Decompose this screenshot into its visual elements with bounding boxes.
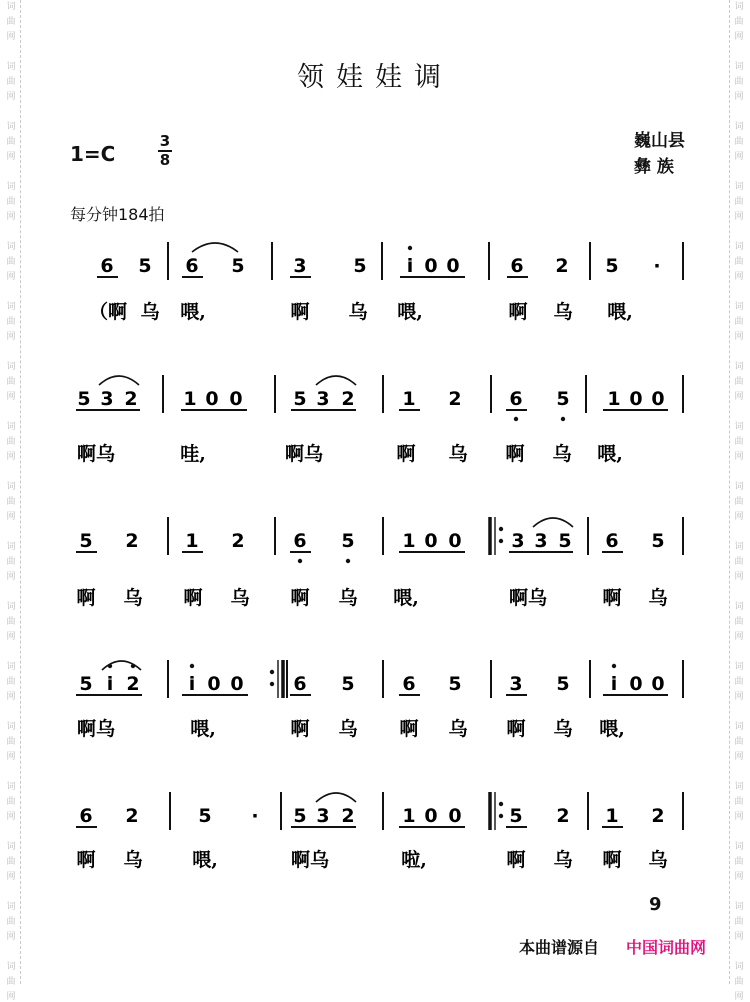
score-note: 0	[424, 530, 438, 552]
score-note: 0	[651, 388, 665, 410]
watermark-char: 曲	[6, 917, 16, 927]
source-label: 本曲谱源自	[519, 938, 600, 957]
lyric-syllable: 乌	[553, 718, 573, 740]
watermark-char: 曲	[734, 77, 744, 87]
watermark-char: 词	[734, 242, 744, 252]
score-note: 2	[125, 530, 139, 552]
score-note: 5	[79, 530, 93, 552]
score-note: 5	[556, 673, 570, 695]
watermark-char: 词	[6, 842, 16, 852]
score-note: 2	[124, 388, 138, 410]
watermark-char: 词	[734, 962, 744, 972]
score-note: i	[188, 673, 196, 695]
score-note: 6	[510, 255, 524, 277]
score-note: 5	[605, 255, 619, 277]
watermark-char: 词	[734, 302, 744, 312]
score-note: 2	[125, 805, 139, 827]
score-note: 2	[556, 805, 570, 827]
score-note: 2	[341, 388, 355, 410]
slur	[99, 376, 139, 385]
lyric-syllable: 啊	[76, 849, 96, 871]
score-note: 6	[509, 388, 523, 410]
score-note: 2	[231, 530, 245, 552]
watermark-char: 词	[6, 302, 16, 312]
watermark-char: 曲	[6, 677, 16, 687]
slur	[533, 518, 573, 527]
lyric-syllable: 啊	[506, 718, 526, 740]
lyric-syllable: 乌	[123, 587, 143, 609]
watermark-char: 曲	[6, 737, 16, 747]
octave-dot	[408, 246, 412, 250]
watermark-char: 网	[6, 272, 16, 282]
watermark-char: 网	[6, 152, 16, 162]
slur	[316, 376, 356, 385]
score-note: 0	[448, 530, 462, 552]
score-note: 0	[207, 673, 221, 695]
score-note: 0	[448, 805, 462, 827]
score-note: 5	[198, 805, 212, 827]
score-note: 6	[293, 673, 307, 695]
watermark-char: 网	[6, 332, 16, 342]
score-note: 3	[316, 805, 330, 827]
tempo-marking: 每分钟184拍	[70, 205, 165, 224]
score-note: 5	[651, 530, 665, 552]
octave-dot	[298, 559, 302, 563]
score-note: 5	[231, 255, 245, 277]
watermark-char: 曲	[6, 857, 16, 867]
watermark-char: 词	[6, 482, 16, 492]
watermark-char: 曲	[734, 917, 744, 927]
key-signature: 1=C	[70, 142, 116, 166]
watermark-char: 曲	[6, 257, 16, 267]
watermark-char: 网	[734, 332, 744, 342]
watermark-char: 曲	[734, 557, 744, 567]
score-note: i	[406, 255, 414, 277]
score-note: 1	[605, 805, 619, 827]
score-note: 0	[229, 388, 243, 410]
watermark-char: 曲	[734, 497, 744, 507]
octave-dot	[561, 417, 565, 421]
score-note: 6	[293, 530, 307, 552]
score-note: 1	[607, 388, 621, 410]
watermark-char: 网	[6, 32, 16, 42]
score-note: 5	[558, 530, 572, 552]
octave-dot	[270, 670, 274, 674]
watermark-char: 词	[6, 662, 16, 672]
watermark-char: 曲	[6, 317, 16, 327]
score-note: 0	[424, 805, 438, 827]
slur	[192, 243, 238, 252]
score-note: 5	[293, 805, 307, 827]
watermark-char: 网	[734, 32, 744, 42]
lyric-syllable: 啦,	[401, 849, 427, 871]
score-note: 2	[448, 388, 462, 410]
watermark-char: 词	[6, 422, 16, 432]
watermark-char: 网	[6, 812, 16, 822]
watermark-char: 词	[6, 2, 16, 12]
watermark-char: 曲	[6, 797, 16, 807]
score-note: 2	[126, 673, 140, 695]
lyric-syllable: 乌	[338, 587, 358, 609]
watermark-char: 曲	[6, 137, 16, 147]
octave-dot	[499, 539, 503, 543]
score-note: 1	[402, 805, 416, 827]
watermark-char: 词	[734, 722, 744, 732]
score-note: 5	[293, 388, 307, 410]
watermark-char: 词	[734, 482, 744, 492]
watermark-char: 网	[734, 632, 744, 642]
watermark-char: 曲	[6, 77, 16, 87]
lyric-syllable: 啊乌	[290, 849, 330, 871]
score-note: 5	[448, 673, 462, 695]
watermark-char: 曲	[6, 977, 16, 987]
score-note: 0	[205, 388, 219, 410]
watermark-char: 曲	[6, 497, 16, 507]
watermark-char: 网	[734, 272, 744, 282]
lyric-syllable: 喂,	[180, 301, 206, 323]
watermark-char: 网	[6, 692, 16, 702]
score-note: 5	[341, 530, 355, 552]
watermark-char: 网	[6, 872, 16, 882]
score-note: 5	[556, 388, 570, 410]
score-note: 5	[138, 255, 152, 277]
lyric-syllable: 喂,	[192, 849, 218, 871]
score-note: 1	[402, 530, 416, 552]
score-note: 2	[651, 805, 665, 827]
watermark-char: 网	[6, 572, 16, 582]
watermark-char: 网	[734, 692, 744, 702]
watermark-char: 网	[6, 212, 16, 222]
lyric-syllable: 乌	[338, 718, 358, 740]
lyric-syllable: 啊	[396, 443, 416, 465]
watermark-char: 词	[6, 122, 16, 132]
lyric-syllable: 喂,	[597, 443, 623, 465]
watermark-char: 曲	[734, 437, 744, 447]
lyric-syllable: 啊	[183, 587, 203, 609]
watermark-char: 词	[734, 2, 744, 12]
watermark-char: 曲	[6, 437, 16, 447]
watermark-char: 网	[6, 932, 16, 942]
lyric-syllable: 乌	[552, 443, 572, 465]
lyric-syllable: 乌	[348, 301, 368, 323]
watermark-char: 网	[6, 452, 16, 462]
score-note: 6	[185, 255, 199, 277]
source-site-link[interactable]: 中国词曲网	[626, 938, 707, 957]
lyric-syllable: 啊	[505, 443, 525, 465]
octave-dot	[346, 559, 350, 563]
watermark-char: 曲	[734, 617, 744, 627]
lyric-syllable: 啊乌	[76, 443, 116, 465]
score-note: 2	[341, 805, 355, 827]
lyric-syllable: 啊乌	[508, 587, 548, 609]
lyric-syllable: 乌	[230, 587, 250, 609]
score-note: 0	[424, 255, 438, 277]
lyric-syllable: 啊	[506, 849, 526, 871]
slur	[316, 793, 356, 802]
lyric-syllable: 乌	[123, 849, 143, 871]
score-note: 6	[605, 530, 619, 552]
watermark-char: 曲	[734, 257, 744, 267]
lyric-syllable: 啊	[602, 587, 622, 609]
watermark-char: 曲	[734, 677, 744, 687]
lyric-syllable: 乌	[648, 587, 668, 609]
score-note: i	[106, 673, 114, 695]
score-note: 5	[79, 673, 93, 695]
watermark-char: 网	[734, 452, 744, 462]
score-note: 0	[629, 673, 643, 695]
lyric-syllable: 啊	[290, 301, 310, 323]
watermark-char: 网	[6, 752, 16, 762]
watermark-char: 网	[734, 992, 744, 1002]
time-signature-bottom: 8	[159, 151, 171, 169]
lyric-syllable: 乌	[448, 718, 468, 740]
watermark-char: 网	[6, 512, 16, 522]
time-signature-top: 3	[159, 132, 171, 150]
watermark-char: 网	[734, 152, 744, 162]
lyric-syllable: 喂,	[607, 301, 633, 323]
origin-ethnicity: 彝 族	[634, 157, 674, 177]
origin-county: 巍山县	[634, 131, 685, 151]
lyric-syllable: 喂,	[393, 587, 419, 609]
watermark-char: 网	[734, 212, 744, 222]
watermark-char: 词	[6, 782, 16, 792]
watermark-char: 网	[734, 872, 744, 882]
watermark-char: 词	[6, 542, 16, 552]
watermark-char: 网	[734, 392, 744, 402]
watermark-char: 网	[6, 632, 16, 642]
lyric-syllable: 乌	[553, 301, 573, 323]
lyric-syllable: 啊乌	[76, 718, 116, 740]
watermark-char: 词	[6, 602, 16, 612]
lyric-syllable: 啊	[76, 587, 96, 609]
score-note: 0	[230, 673, 244, 695]
lyric-syllable: （啊	[88, 301, 128, 323]
page-number: 9	[649, 894, 662, 915]
lyric-syllable: 乌	[553, 849, 573, 871]
watermark-char: 曲	[734, 737, 744, 747]
score-note: 3	[293, 255, 307, 277]
octave-dot	[499, 802, 503, 806]
watermark-char: 网	[6, 992, 16, 1002]
score-note: 6	[402, 673, 416, 695]
watermark-char: 词	[734, 62, 744, 72]
watermark-char: 词	[6, 962, 16, 972]
lyric-syllable: 啊	[290, 718, 310, 740]
watermark-char: 网	[6, 92, 16, 102]
score-note: 3	[534, 530, 548, 552]
score-note: 5	[353, 255, 367, 277]
lyric-syllable: 乌	[448, 443, 468, 465]
score-note: 1	[185, 530, 199, 552]
score-note: 3	[511, 530, 525, 552]
lyric-syllable: 啊	[290, 587, 310, 609]
lyric-syllable: 啊	[399, 718, 419, 740]
lyric-syllable: 哇,	[180, 443, 206, 465]
watermark-char: 曲	[6, 17, 16, 27]
watermark-char: 词	[734, 542, 744, 552]
watermark-char: 网	[734, 752, 744, 762]
watermark-char: 曲	[6, 557, 16, 567]
score-note: 6	[100, 255, 114, 277]
score-note: 5	[509, 805, 523, 827]
slur	[102, 661, 141, 670]
watermark-char: 曲	[734, 977, 744, 987]
score-note: 3	[316, 388, 330, 410]
watermark-char: 词	[6, 902, 16, 912]
watermark-char: 曲	[734, 377, 744, 387]
watermark-char: 曲	[6, 197, 16, 207]
score-note: 1	[183, 388, 197, 410]
watermark-char: 网	[734, 512, 744, 522]
score-note: 5	[341, 673, 355, 695]
score-note: 5	[77, 388, 91, 410]
octave-dot	[190, 664, 194, 668]
octave-dot	[612, 664, 616, 668]
watermark-char: 曲	[734, 17, 744, 27]
lyric-syllable: 啊	[508, 301, 528, 323]
watermark-char: 曲	[6, 377, 16, 387]
score-note: 0	[629, 388, 643, 410]
watermark-char: 词	[734, 602, 744, 612]
lyric-syllable: 乌	[140, 301, 160, 323]
octave-dot	[499, 527, 503, 531]
watermark-char: 词	[6, 62, 16, 72]
lyric-syllable: 喂,	[190, 718, 216, 740]
watermark-char: 网	[734, 812, 744, 822]
watermark-char: 网	[734, 932, 744, 942]
watermark-char: 词	[734, 782, 744, 792]
watermark-char: 词	[6, 182, 16, 192]
watermark-char: 曲	[734, 197, 744, 207]
watermark-char: 词	[734, 122, 744, 132]
score-note: ·	[251, 805, 259, 827]
score-note: 2	[555, 255, 569, 277]
lyric-syllable: 乌	[648, 849, 668, 871]
lyric-syllable: 啊乌	[284, 443, 324, 465]
lyric-syllable: 啊	[602, 849, 622, 871]
watermark-char: 词	[6, 362, 16, 372]
song-title: 领娃娃调	[297, 62, 453, 93]
score-note: i	[610, 673, 618, 695]
watermark-char: 词	[734, 902, 744, 912]
watermark-char: 词	[6, 722, 16, 732]
score-note: 3	[100, 388, 114, 410]
octave-dot	[270, 682, 274, 686]
lyric-syllable: 喂,	[599, 718, 625, 740]
lyric-syllable: 喂,	[397, 301, 423, 323]
score-note: 0	[446, 255, 460, 277]
watermark-char: 网	[6, 392, 16, 402]
watermark-char: 词	[734, 662, 744, 672]
score-note: ·	[653, 255, 661, 277]
watermark-char: 词	[734, 362, 744, 372]
octave-dot	[514, 417, 518, 421]
score-note: 3	[509, 673, 523, 695]
watermark-char: 词	[734, 182, 744, 192]
watermark-char: 词	[734, 422, 744, 432]
watermark-char: 网	[734, 92, 744, 102]
watermark-char: 词	[734, 842, 744, 852]
octave-dot	[499, 814, 503, 818]
score-note: 6	[79, 805, 93, 827]
watermark-char: 网	[734, 572, 744, 582]
score-note: 0	[651, 673, 665, 695]
watermark-char: 曲	[734, 857, 744, 867]
watermark-char: 词	[6, 242, 16, 252]
watermark-char: 曲	[734, 797, 744, 807]
score-note: 1	[402, 388, 416, 410]
watermark-char: 曲	[734, 317, 744, 327]
watermark-char: 曲	[6, 617, 16, 627]
watermark-char: 曲	[734, 137, 744, 147]
